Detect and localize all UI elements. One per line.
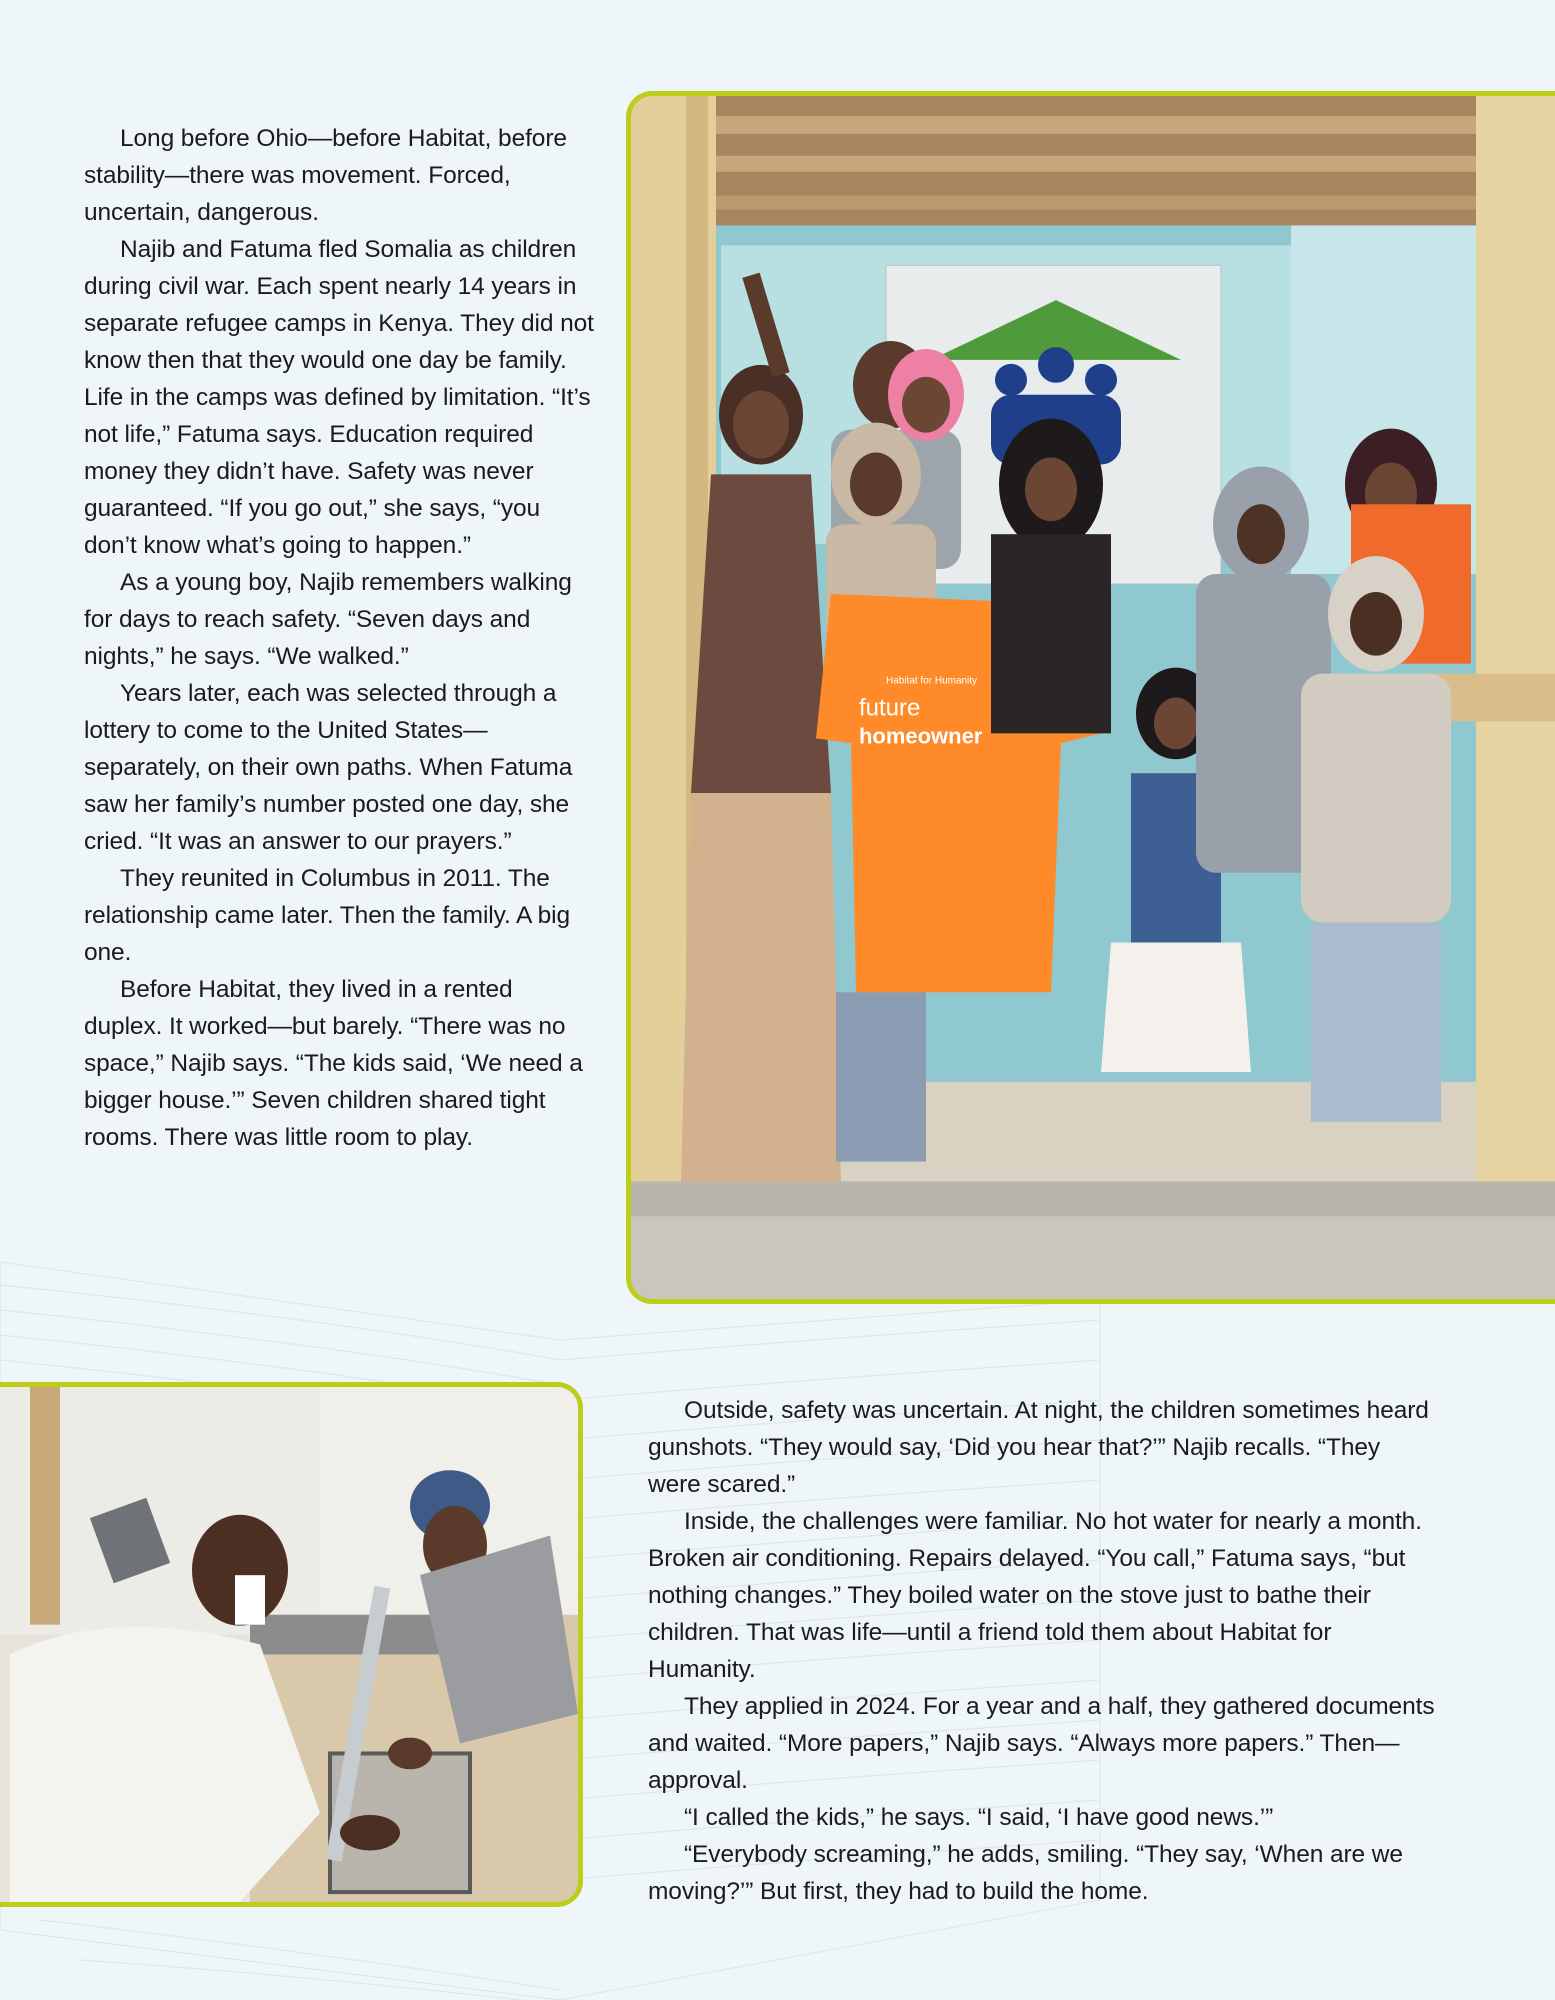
family-photo	[626, 91, 1555, 1304]
paragraph: “I called the kids,” he says. “I said, ‘I have good news.’”	[684, 1804, 1274, 1831]
shirt-tag: Habitat for Humanity	[886, 675, 978, 687]
paragraph: They applied in 2024. For a year and a half, they gathered documents and waited. “More papers,” Najib says. “Always more papers.” Then—approval.	[648, 1693, 1435, 1794]
paragraph: “Everybody screaming,” he adds, smiling. “They say, ‘When are we moving?’” But first, they had to build the home.	[648, 1841, 1403, 1905]
flooring-work-photo	[0, 1382, 583, 1907]
paragraph: Outside, safety was uncertain. At night, the children sometimes heard gunshots. “They would say, ‘Did you hear that?’” Najib recalls. “They were scared.”	[648, 1397, 1429, 1498]
shirt-text-future: future	[859, 694, 921, 722]
article-column-right	[648, 1392, 1438, 1910]
article-column-left	[84, 120, 594, 1156]
paragraph: Before Habitat, they lived in a rented duplex. It worked—but barely. “There was no space,” Najib says. “The kids said, ‘We need a bigger house.’” Seven children shared tight rooms. There was little room to play.	[84, 976, 583, 1151]
paragraph: Long before Ohio—before Habitat, before stability—there was movement. Forced, uncertain, dangerous.	[84, 125, 567, 226]
shirt-text-homeowner: homeowner	[859, 723, 983, 749]
paragraph: As a young boy, Najib remembers walking for days to reach safety. “Seven days and nights,” he says. “We walked.”	[84, 569, 572, 670]
paragraph: Years later, each was selected through a lottery to come to the United States—separately, on their own paths. When Fatuma saw her family’s number posted one day, she cried. “It was an answer to our prayers.”	[84, 680, 573, 855]
paragraph: Inside, the challenges were familiar. No hot water for nearly a month. Broken air conditioning. Repairs delayed. “You call,” Fatuma says, “but nothing changes.” They boiled water on the stove just to bathe their children. That was life—until a friend told them about Habitat for Humanity.	[648, 1508, 1422, 1683]
paragraph: They reunited in Columbus in 2011. The relationship came later. Then the family. A big one.	[84, 865, 571, 966]
paragraph: Life in the camps was defined by limitation. “It’s not life,” Fatuma says. Education required money they didn’t have. Safety was never guaranteed. “If you go out,” she says, “you don’t know what’s going to happen.”	[84, 384, 591, 559]
paragraph: Najib and Fatuma fled Somalia as children during civil war. Each spent nearly 14 years in separate refugee camps in Kenya. They did not know then that they would one day be family.	[84, 236, 594, 374]
